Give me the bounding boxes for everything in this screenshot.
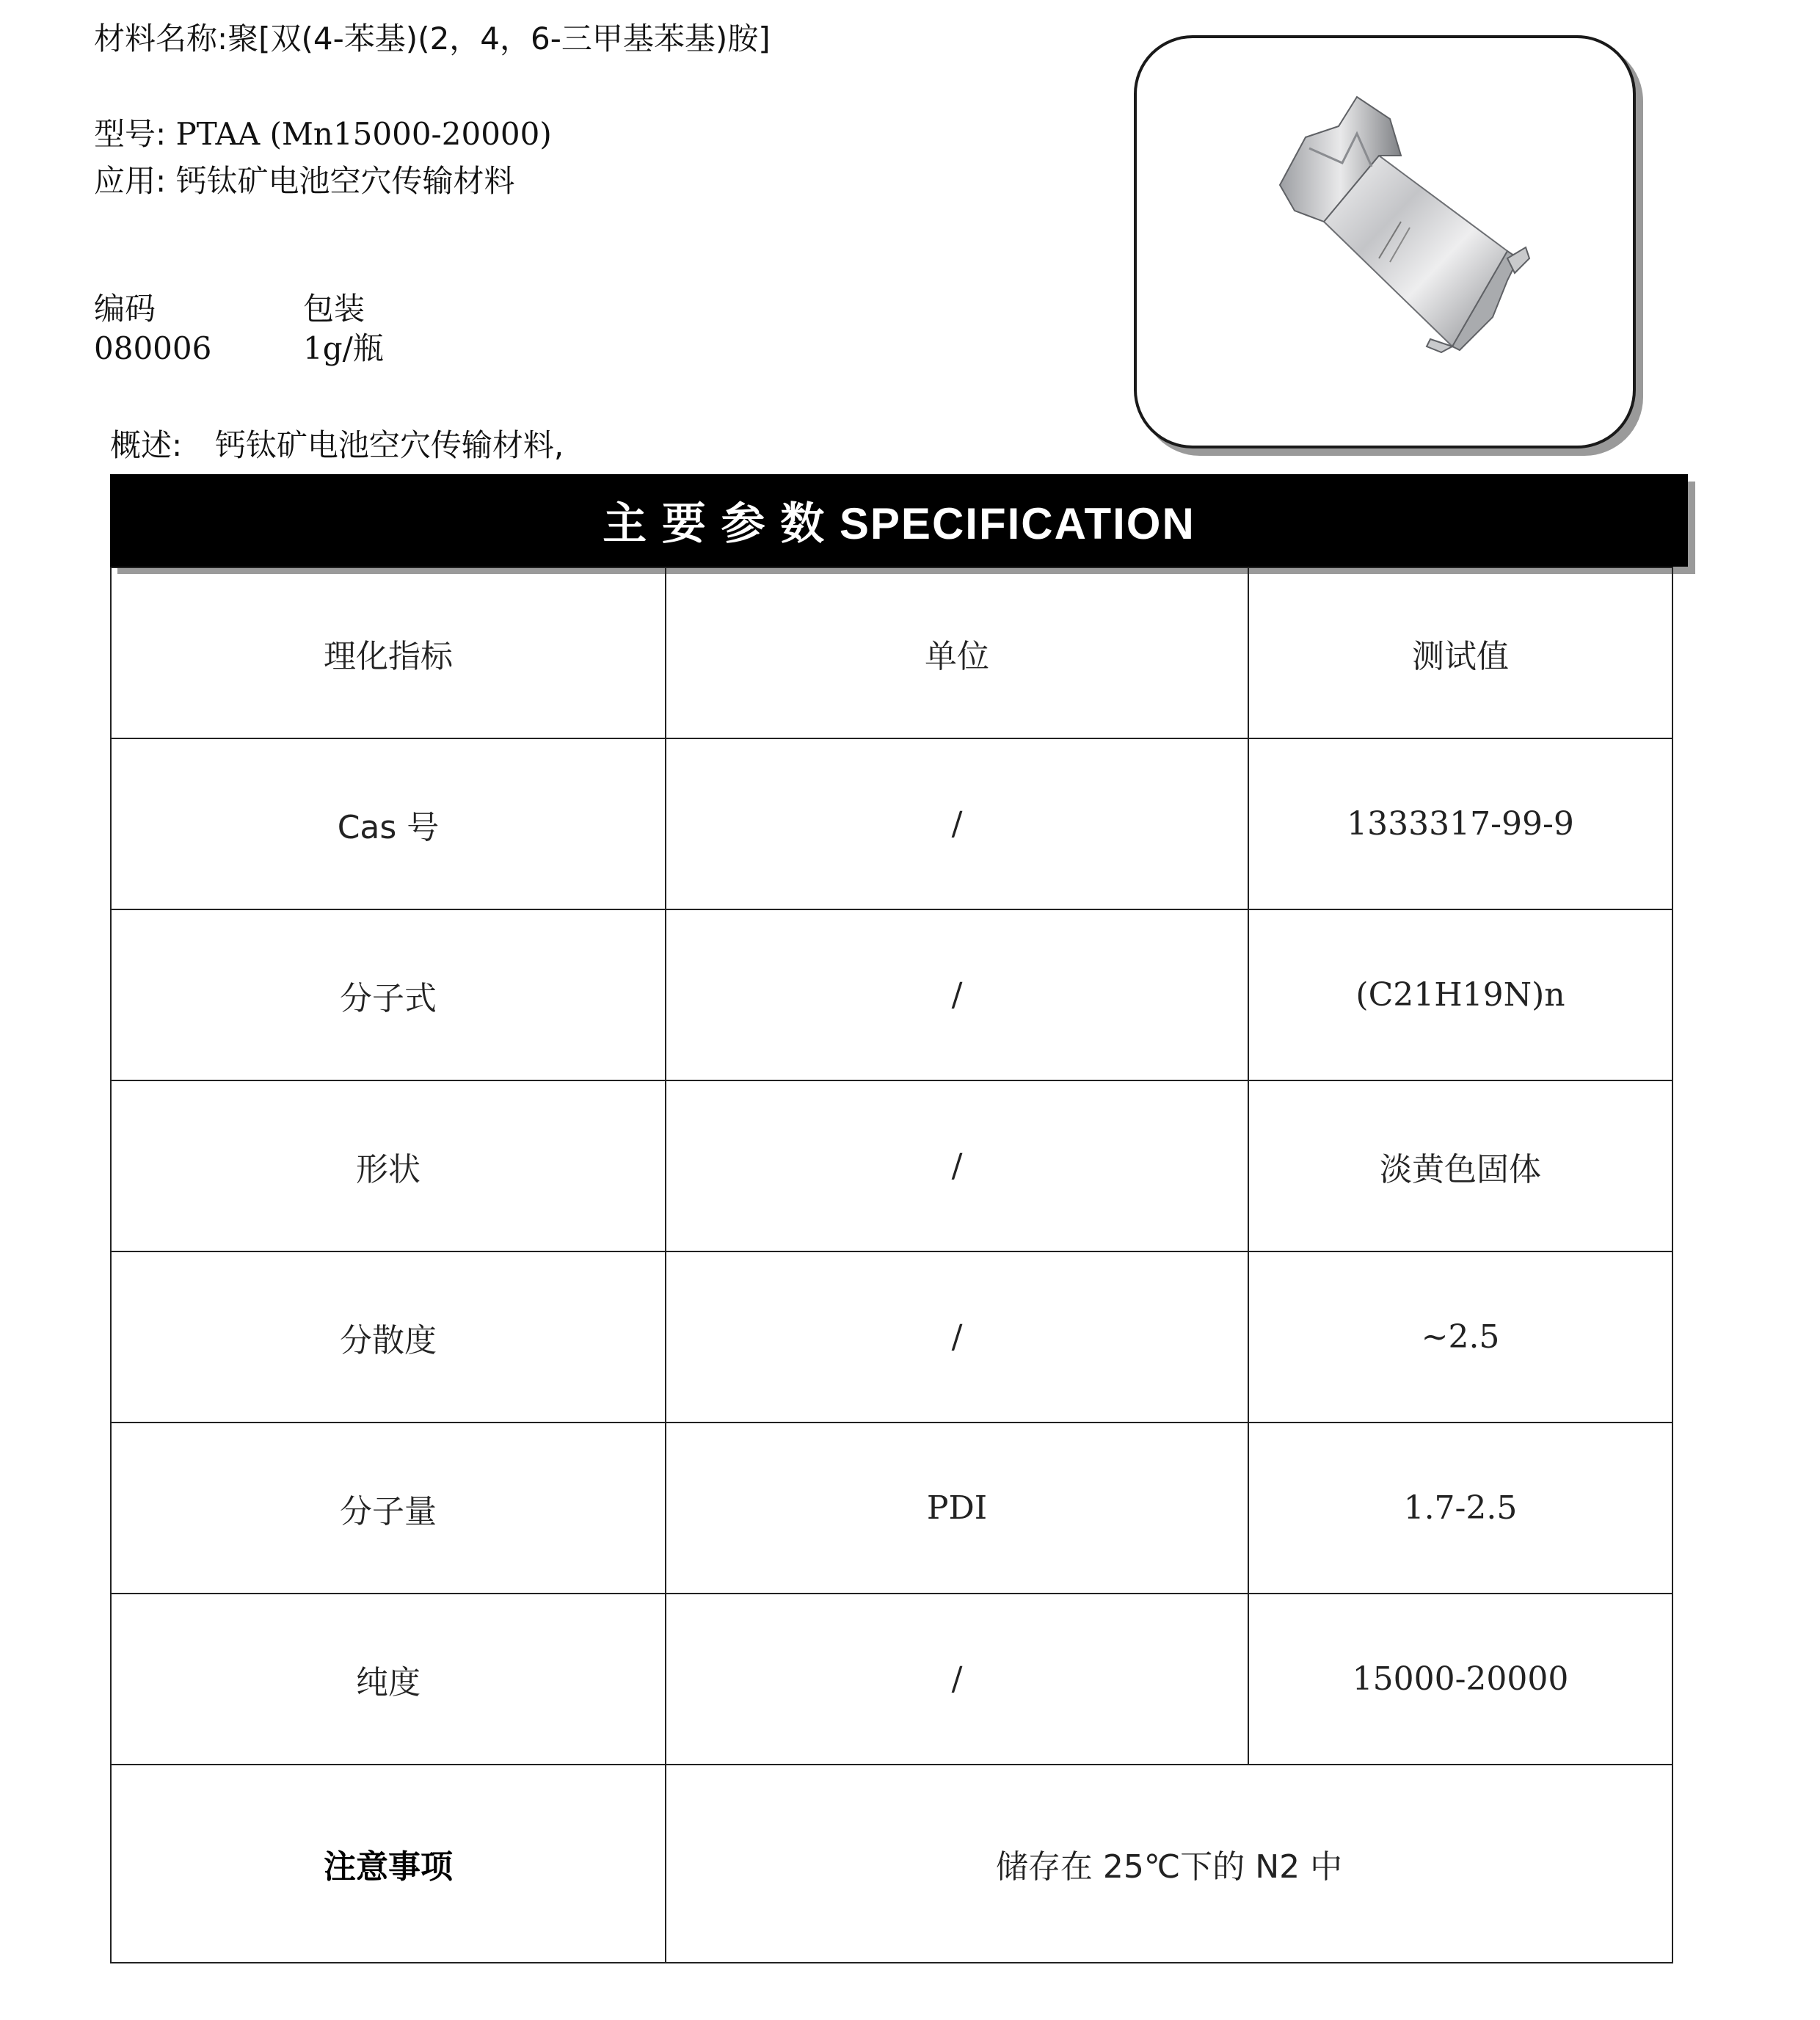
column-header: 单位: [666, 567, 1248, 738]
spec-title: 主 要 参 数 SPECIFICATION: [603, 499, 1195, 548]
spec-header: [110, 474, 1688, 567]
property-value: 淡黄色固体: [1248, 1080, 1672, 1251]
note-value: 储存在 25℃下的 N2 中: [666, 1765, 1672, 1963]
property-unit: /: [666, 1080, 1248, 1251]
property-name: 形状: [111, 1080, 666, 1251]
table-header-row: [111, 567, 1672, 738]
spec-table: [110, 567, 1673, 1963]
property-unit: /: [666, 738, 1248, 909]
code-value: 080006: [94, 330, 212, 366]
column-header: 测试值: [1248, 567, 1672, 738]
property-name: 分子式: [111, 909, 666, 1080]
property-name: Cas 号: [111, 738, 666, 909]
property-value: 1333317-99-9: [1248, 738, 1672, 909]
summary-value: 钙钛矿电池空穴传输材料,: [214, 427, 564, 463]
note-row: [111, 1765, 1672, 1963]
table-row: [111, 1423, 1672, 1594]
property-unit: /: [666, 1251, 1248, 1423]
property-unit: /: [666, 1594, 1248, 1765]
property-name: 纯度: [111, 1594, 666, 1765]
application-value: 钙钛矿电池空穴传输材料: [175, 163, 515, 199]
column-header: 理化指标: [111, 567, 666, 738]
table-row: [111, 1080, 1672, 1251]
foil-pouch-icon: [1137, 38, 1633, 446]
table-row: [111, 738, 1672, 909]
model-line: [94, 116, 552, 153]
property-value: 15000-20000: [1248, 1594, 1672, 1765]
summary-label: 概述:: [110, 427, 183, 463]
code-label: 编码: [94, 291, 156, 327]
material-name: 材料名称:聚[双(4-苯基)(2，4，6-三甲基苯基)胺]: [94, 21, 771, 57]
property-unit: /: [666, 909, 1248, 1080]
model-value: PTAA (Mn15000-20000): [175, 116, 552, 152]
product-image-frame: [1134, 35, 1636, 448]
table-row: [111, 909, 1672, 1080]
property-name: 分散度: [111, 1251, 666, 1423]
summary-line: [110, 427, 564, 464]
table-row: [111, 1594, 1672, 1765]
package-value: 1g/瓶: [303, 330, 384, 366]
property-value: (C21H19N)n: [1248, 909, 1672, 1080]
application-label: 应用:: [94, 163, 167, 199]
property-value: 1.7-2.5: [1248, 1423, 1672, 1594]
property-unit: PDI: [666, 1423, 1248, 1594]
application-line: [94, 163, 515, 200]
note-label: 注意事项: [111, 1765, 666, 1963]
model-label: 型号:: [94, 116, 167, 152]
table-row: [111, 1251, 1672, 1423]
package-label: 包装: [303, 291, 365, 327]
property-value: ~2.5: [1248, 1251, 1672, 1423]
property-name: 分子量: [111, 1423, 666, 1594]
